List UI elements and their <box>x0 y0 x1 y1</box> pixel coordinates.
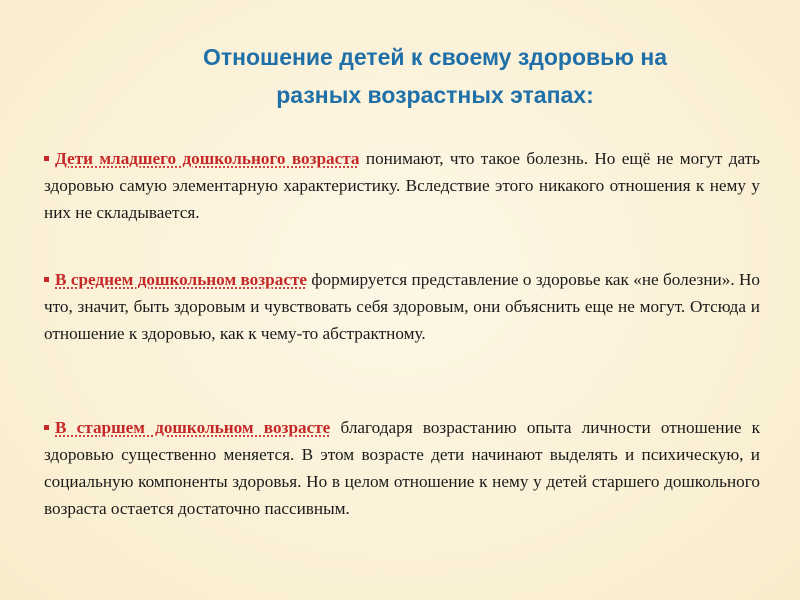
slide-title <box>130 38 740 114</box>
paragraph-lead: В старшем дошкольном возрасте <box>55 418 331 437</box>
bullet-icon <box>44 425 49 430</box>
bullet-icon <box>44 277 49 282</box>
paragraph-lead: В среднем дошкольном возрасте <box>55 270 308 289</box>
paragraph-middle <box>44 266 760 347</box>
title-line-2: разных возрастных этапах: <box>276 82 594 108</box>
paragraph-text: формируется представление о здоровье как «не болезни». Но что, значит, быть здоровым и чувствовать себя здоровым, они объяснить еще не могут. Отсюда и отношение к здоровью, как к чему-то абстрактному. <box>44 270 760 343</box>
paragraph-junior <box>44 145 760 226</box>
bullet-icon <box>44 156 49 161</box>
paragraph-senior <box>44 414 760 522</box>
paragraph-text: благодаря возрастанию опыта личности отношение к здоровью существенно меняется. В этом возрасте дети начинают выделять и психическую, и социальную компоненты здоровья. Но в целом отношение к нему у детей старшего дошкольного возраста остается достаточно пассивным. <box>44 418 760 518</box>
paragraph-text: понимают, что такое болезнь. Но ещё не могут дать здоровью самую элементарную характеристику. Вследствие этого никакого отношения к нему у них не складывается. <box>44 149 760 222</box>
paragraph-lead: Дети младшего дошкольного возраста <box>55 149 360 168</box>
title-line-1: Отношение детей к своему здоровью на <box>202 44 668 70</box>
